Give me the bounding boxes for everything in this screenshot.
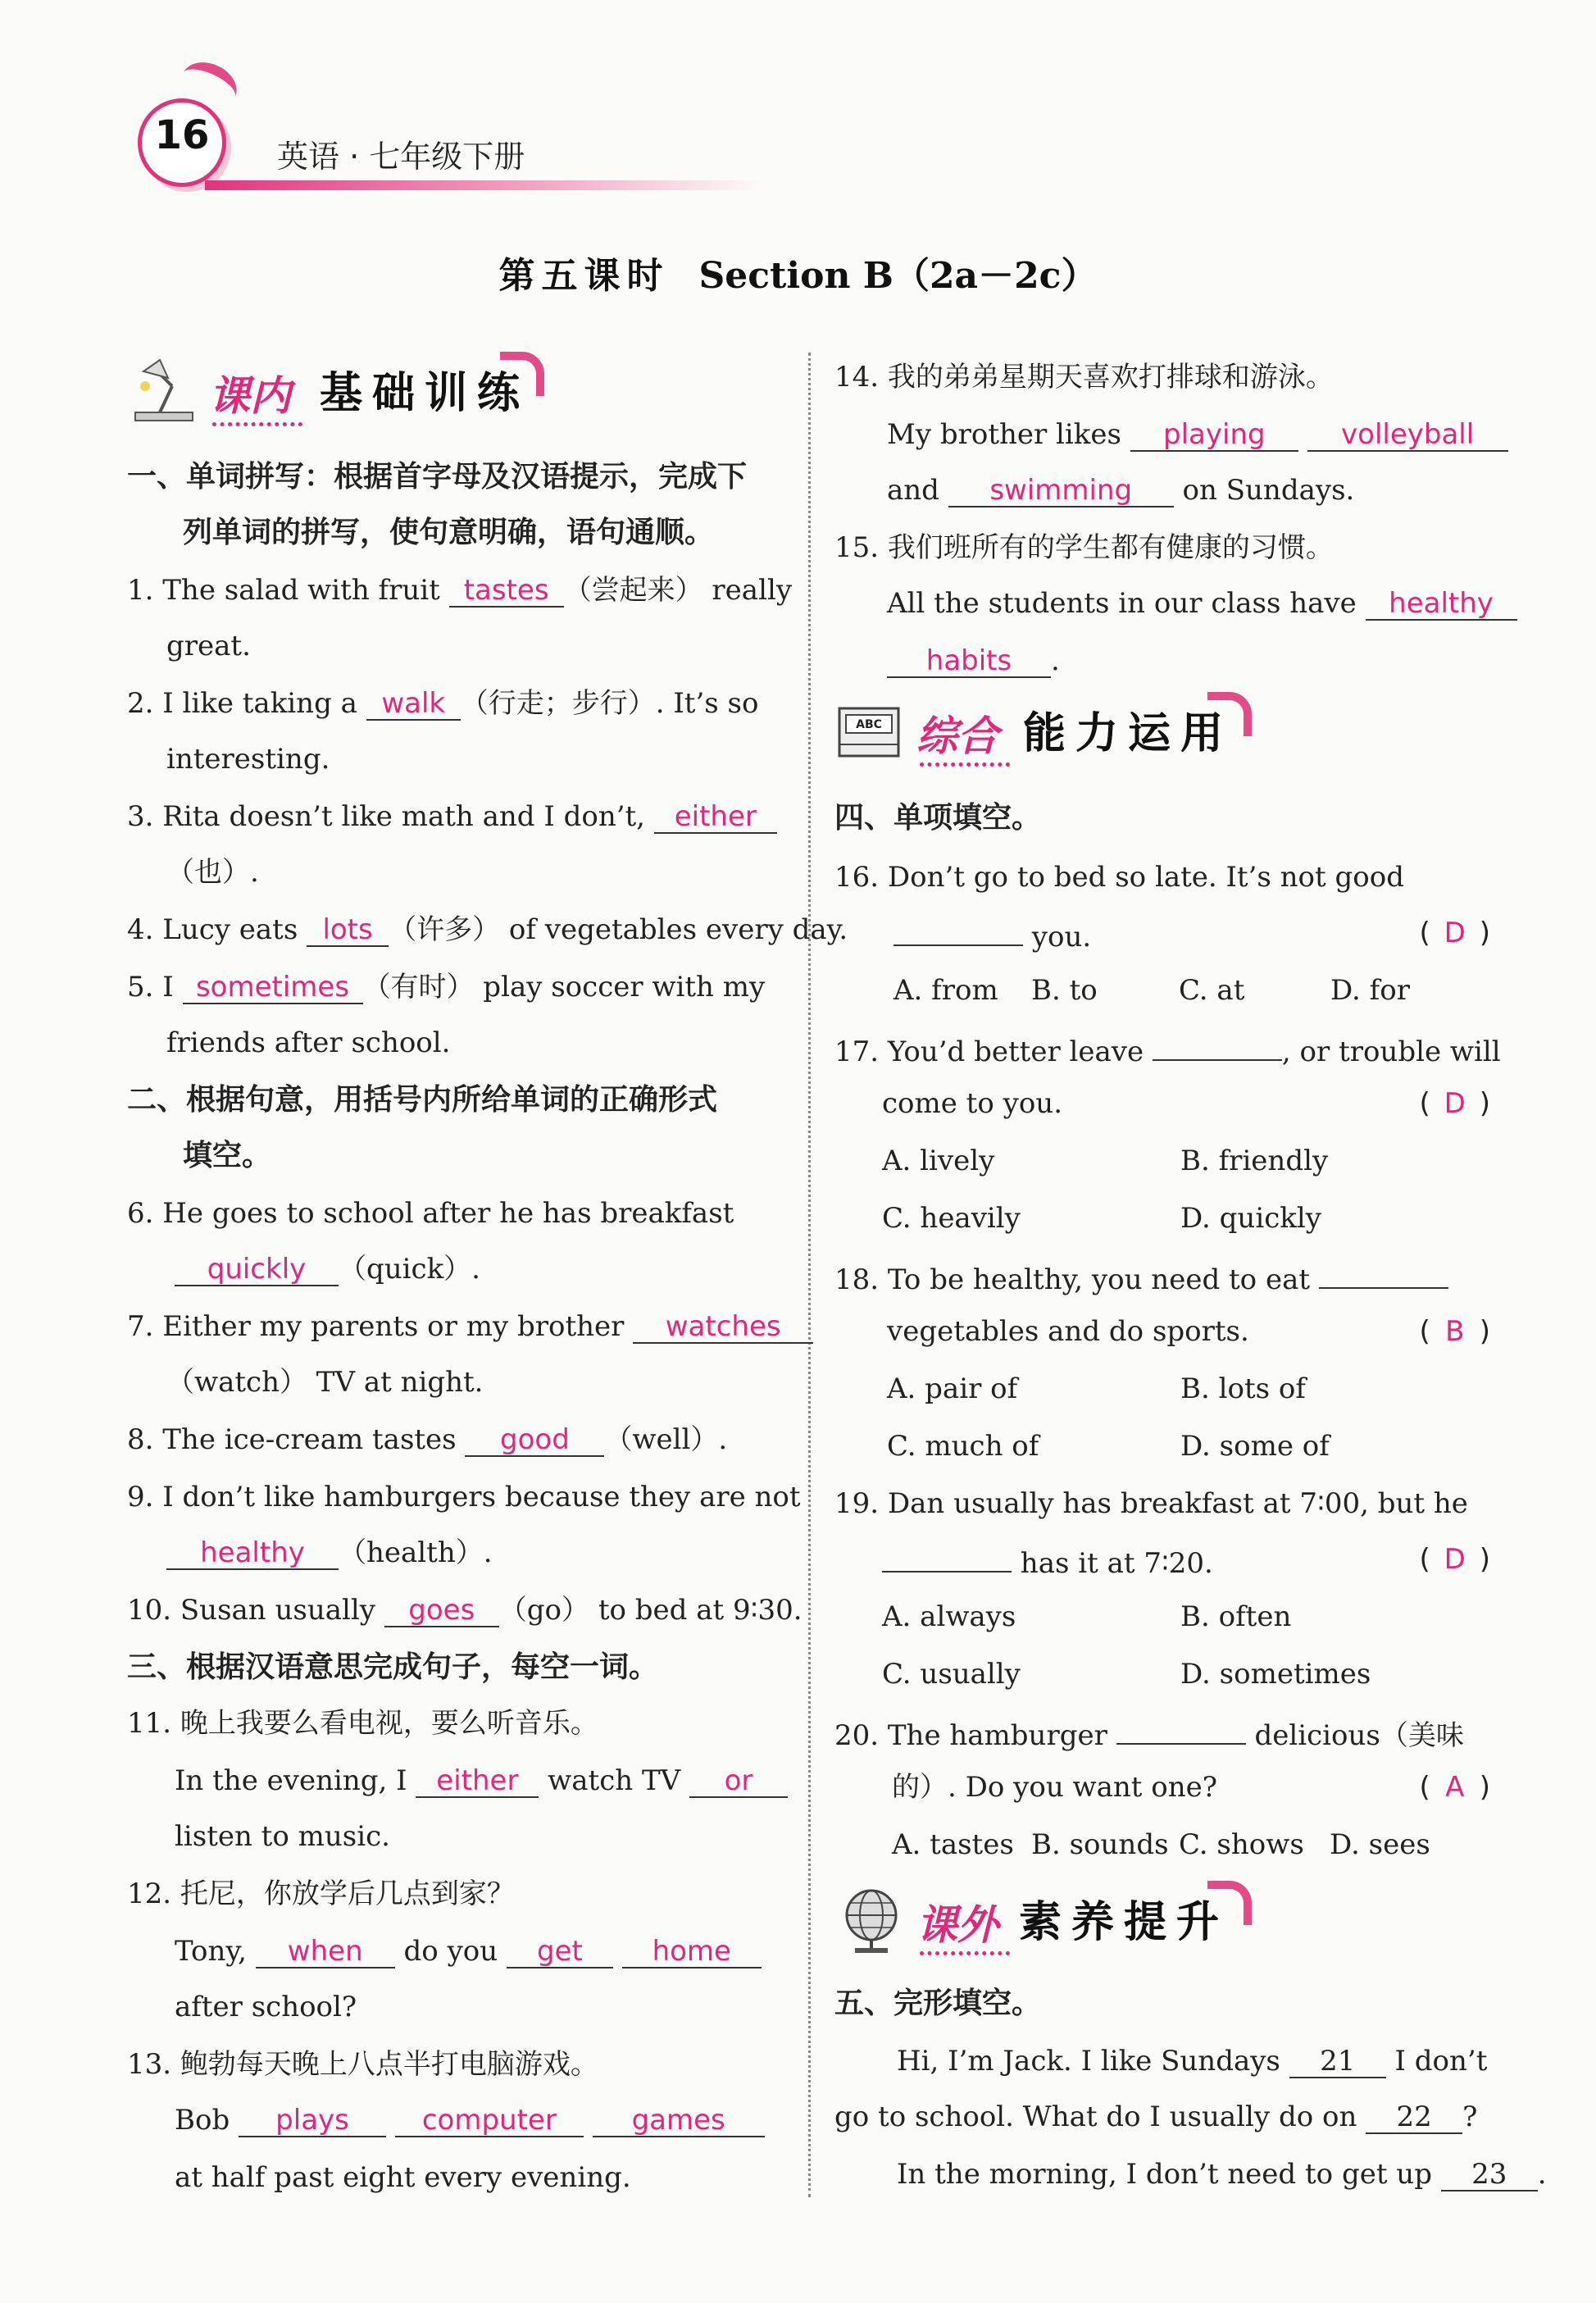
q2-text: 2. I like taking a [127,687,366,720]
q17-option-b: B. friendly [1180,1145,1329,1177]
q18-stem: 18. To be healthy, you need to eat [834,1263,1311,1296]
q9-hint: （health）. [339,1536,493,1569]
q1-cont: great. [166,630,251,662]
q19-answer-box: ( D ) [1419,1543,1490,1576]
q2-answer: walk [366,688,461,721]
banner-dots [920,762,1010,767]
question-17 [834,1031,1501,1068]
banner-ability-left: 综合 [916,712,998,760]
cloze-blank-22: 22 [1366,2101,1462,2134]
q18-option-c: C. much of [887,1430,1039,1463]
question-1 [127,574,792,608]
question-10 [127,1594,803,1627]
q4-hint: （许多） of vegetables every day. [389,913,848,946]
page-number: 16 [154,112,210,158]
q1-text: 1. The salad with fruit [127,574,449,607]
q11-answer-1: either [416,1765,539,1798]
q11-answer-2: or [689,1765,788,1798]
question-7 [127,1310,813,1344]
q17-blank [1153,1031,1282,1061]
q20-stem-b: delicious（美味 [1245,1719,1464,1752]
q18-answer: B [1445,1315,1465,1348]
question-18 [834,1259,1490,1296]
q17-line2 [882,1087,1490,1120]
part4-heading: 四、单项填空。 [834,801,1042,835]
banner-swoosh [1207,692,1252,736]
q17-answer: D [1444,1087,1466,1120]
q11-text: In the evening, I [175,1764,416,1797]
globe-icon [834,1882,908,1956]
banner-swoosh [500,352,544,396]
q16-line2 [893,917,1490,954]
question-9: 9. I don’t like hamburgers because they are not [127,1481,801,1513]
q18-option-a: A. pair of [887,1372,1018,1405]
q16-answer-box: ( D ) [1419,917,1490,949]
q14-answer-3: swimming [948,475,1174,507]
q16-blank [893,917,1023,946]
q1-answer: tastes [449,575,564,608]
q17-answer-box: ( D ) [1419,1087,1490,1120]
question-12 [175,1935,762,1968]
q8-hint: （well）. [604,1423,728,1456]
cloze-line-2 [834,2100,1477,2134]
q12-cont: after school? [175,1991,357,2023]
q20-answer-box: ( A ) [1419,1771,1490,1804]
question-5 [127,971,765,1004]
question-14-cn: 14. 我的弟弟星期天喜欢打排球和游泳。 [834,361,1334,394]
question-11-cn: 11. 晚上我要么看电视，要么听音乐。 [127,1707,598,1740]
q11-mid: watch TV [539,1764,690,1797]
banner-ability [834,689,1261,779]
q13-cont: at half past eight every evening. [175,2161,631,2194]
q17-stem-b: , or trouble will [1281,1035,1501,1068]
question-12-cn: 12. 托尼，你放学后几点到家？ [127,1877,515,1910]
question-3 [127,800,777,834]
part2-heading-line2: 填空。 [183,1139,272,1172]
q17-stem2: come to you. [882,1087,1063,1120]
q12-answer-2: get [507,1936,613,1968]
q20-option-d: D. sees [1330,1828,1430,1861]
q5-hint: （有时） play soccer with my [362,971,766,1004]
q19-answer: D [1444,1543,1466,1576]
part1-heading-line2: 列单词的拼写，使句意明确，语句通顺。 [183,516,715,549]
banner-dots [920,1951,1010,1955]
cloze-text-2b: ? [1462,2100,1478,2133]
question-14 [887,418,1508,452]
q12-mid: do you [394,1935,507,1968]
cloze-line-1 [897,2045,1487,2078]
question-13 [175,2104,765,2137]
q5-cont: friends after school. [166,1026,451,1059]
section-label: Section B（2a－2c） [698,255,1098,297]
q3-cont: （也）. [166,856,259,889]
part5-heading: 五、完形填空。 [834,1987,1042,2020]
q9-answer: healthy [166,1537,339,1570]
q19-option-a: A. always [882,1600,1016,1633]
q3-answer: either [654,801,777,834]
q8-text: 8. The ice-cream tastes [127,1423,466,1456]
part1-heading-line1: 一、单词拼写：根据首字母及汉语提示，完成下 [127,460,748,494]
cloze-text-3b: . [1537,2158,1547,2191]
q5-answer: sometimes [183,972,363,1004]
question-15-line2: habits . [887,644,1060,678]
q6-hint: （quick）. [339,1253,480,1286]
book-label: ABC [856,718,882,731]
lamp-icon [127,353,201,427]
banner-extra-left: 课外 [916,1901,998,1949]
q9-line2 [166,1536,493,1570]
q7-cont: （watch） TV at night. [166,1366,484,1399]
q17-stem: 17. You’d better leave [834,1035,1153,1068]
q17-option-d: D. quickly [1180,1202,1321,1235]
question-14-line2 [887,474,1354,507]
q19-option-d: D. sometimes [1180,1658,1371,1691]
cloze-text-1: Hi, I’m Jack. I like Sundays [897,2045,1289,2078]
q15-text: All the students in our class have [887,587,1366,620]
question-20 [834,1715,1464,1752]
q19-stem2: has it at 7∶20. [1012,1547,1213,1580]
banner-extra [834,1877,1261,1968]
q20-option-b: B. sounds [1031,1828,1169,1861]
page-number-badge [138,98,226,187]
banner-ability-right: 能力运用 [1023,709,1234,758]
q16-option-a: A. from [893,974,998,1007]
q6-answer: quickly [175,1254,339,1286]
q5-text: 5. I [127,971,183,1004]
q1-hint: （尝起来） really [563,574,793,607]
q13-text: Bob [175,2104,239,2137]
banner-basic [127,348,553,439]
q15-answer-1: healthy [1366,588,1517,621]
q20-option-c: C. shows [1179,1828,1304,1861]
q14-answer-2: volleyball [1307,419,1508,452]
part3-heading: 三、根据汉语意思完成句子，每空一词。 [127,1650,659,1684]
q15-answer-2: habits [887,645,1051,678]
q16-option-d: D. for [1330,974,1410,1007]
banner-dots [212,422,302,426]
q18-stem2: vegetables and do sports. [887,1315,1249,1348]
q8-answer: good [465,1424,604,1457]
q17-option-c: C. heavily [882,1202,1021,1235]
q12-answer-1: when [256,1936,395,1968]
q20-answer: A [1445,1771,1465,1804]
q19-option-b: B. often [1180,1600,1292,1633]
subject-title: 英语 · 七年级下册 [277,139,525,175]
q10-text: 10. Susan usually [127,1594,384,1627]
q13-answer-2: computer [395,2105,584,2137]
cloze-text-1b: I don’t [1385,2045,1488,2078]
q16-option-c: C. at [1179,974,1245,1007]
q7-text: 7. Either my parents or my brother [127,1310,625,1343]
question-15-cn: 15. 我们班所有的学生都有健康的习惯。 [834,531,1334,564]
q20-blank [1116,1715,1246,1745]
q18-option-b: B. lots of [1180,1372,1306,1405]
q16-stem2: you. [1023,921,1092,954]
question-6: 6. He goes to school after he has breakfast [127,1197,734,1230]
q6-line2 [175,1253,480,1286]
q11-cont: listen to music. [175,1820,390,1853]
part2-heading-line1: 二、根据句意，用括号内所给单词的正确形式 [127,1083,718,1117]
cloze-text-2: go to school. What do I usually do on [834,2100,1366,2133]
banner-basic-left: 课内 [209,372,291,420]
q17-option-a: A. lively [882,1145,995,1177]
question-16: 16. Don’t go to bed so late. It’s not good [834,861,1404,894]
q7-answer: watches [633,1311,813,1344]
q4-answer: lots [307,914,389,947]
q18-option-d: D. some of [1180,1430,1330,1463]
q18-blank [1319,1259,1448,1289]
cloze-text-3: In the morning, I don’t need to get up [897,2158,1441,2191]
q14-answer-1: playing [1130,419,1298,452]
book-icon [834,694,908,767]
q12-text: Tony, [175,1935,256,1968]
q13-answer-3: games [593,2105,765,2137]
q14-text-3: on Sundays. [1173,474,1355,507]
q18-answer-box: ( B ) [1419,1315,1490,1348]
q3-text: 3. Rita doesn’t like math and I don’t, [127,800,654,833]
header-bar [205,180,762,190]
question-4 [127,913,848,947]
q20-option-a: A. tastes [892,1828,1014,1861]
q20-stem2: 的）. Do you want one? [892,1771,1217,1804]
q4-text: 4. Lucy eats [127,913,307,946]
q14-text: My brother likes [887,418,1130,451]
q20-line2 [892,1771,1490,1804]
cloze-line-3 [897,2158,1547,2191]
q10-answer: goes [384,1595,499,1627]
q18-line2 [887,1315,1490,1348]
q19-option-c: C. usually [882,1658,1021,1691]
banner-basic-right: 基础训练 [320,369,530,418]
q19-blank [882,1543,1012,1573]
question-11 [175,1764,788,1798]
q12-answer-3: home [622,1936,762,1968]
lesson-title [0,246,1596,298]
question-2 [127,687,758,721]
q19-line2 [882,1543,1490,1580]
cloze-blank-21: 21 [1289,2046,1386,2078]
banner-swoosh [1207,1881,1252,1925]
question-13-cn: 13. 鲍勃每天晚上八点半打电脑游戏。 [127,2048,598,2081]
question-8 [127,1423,727,1457]
q13-answer-1: plays [239,2105,386,2137]
q2-cont: interesting. [166,743,330,776]
q16-answer: D [1444,917,1466,949]
q2-hint: （行走；步行）. It’s so [460,687,759,720]
column-divider [808,353,811,2197]
cloze-blank-23: 23 [1441,2159,1538,2191]
q20-stem: 20. The hamburger [834,1719,1116,1752]
q10-hint: （go） to bed at 9∶30. [498,1594,803,1627]
q14-text-2: and [887,474,948,507]
question-15 [887,587,1517,621]
q16-option-b: B. to [1031,974,1098,1007]
lesson-number: 第五课时 [498,255,670,297]
banner-extra-right: 素养提升 [1019,1898,1230,1947]
question-19: 19. Dan usually has breakfast at 7∶00, but he [834,1487,1468,1520]
